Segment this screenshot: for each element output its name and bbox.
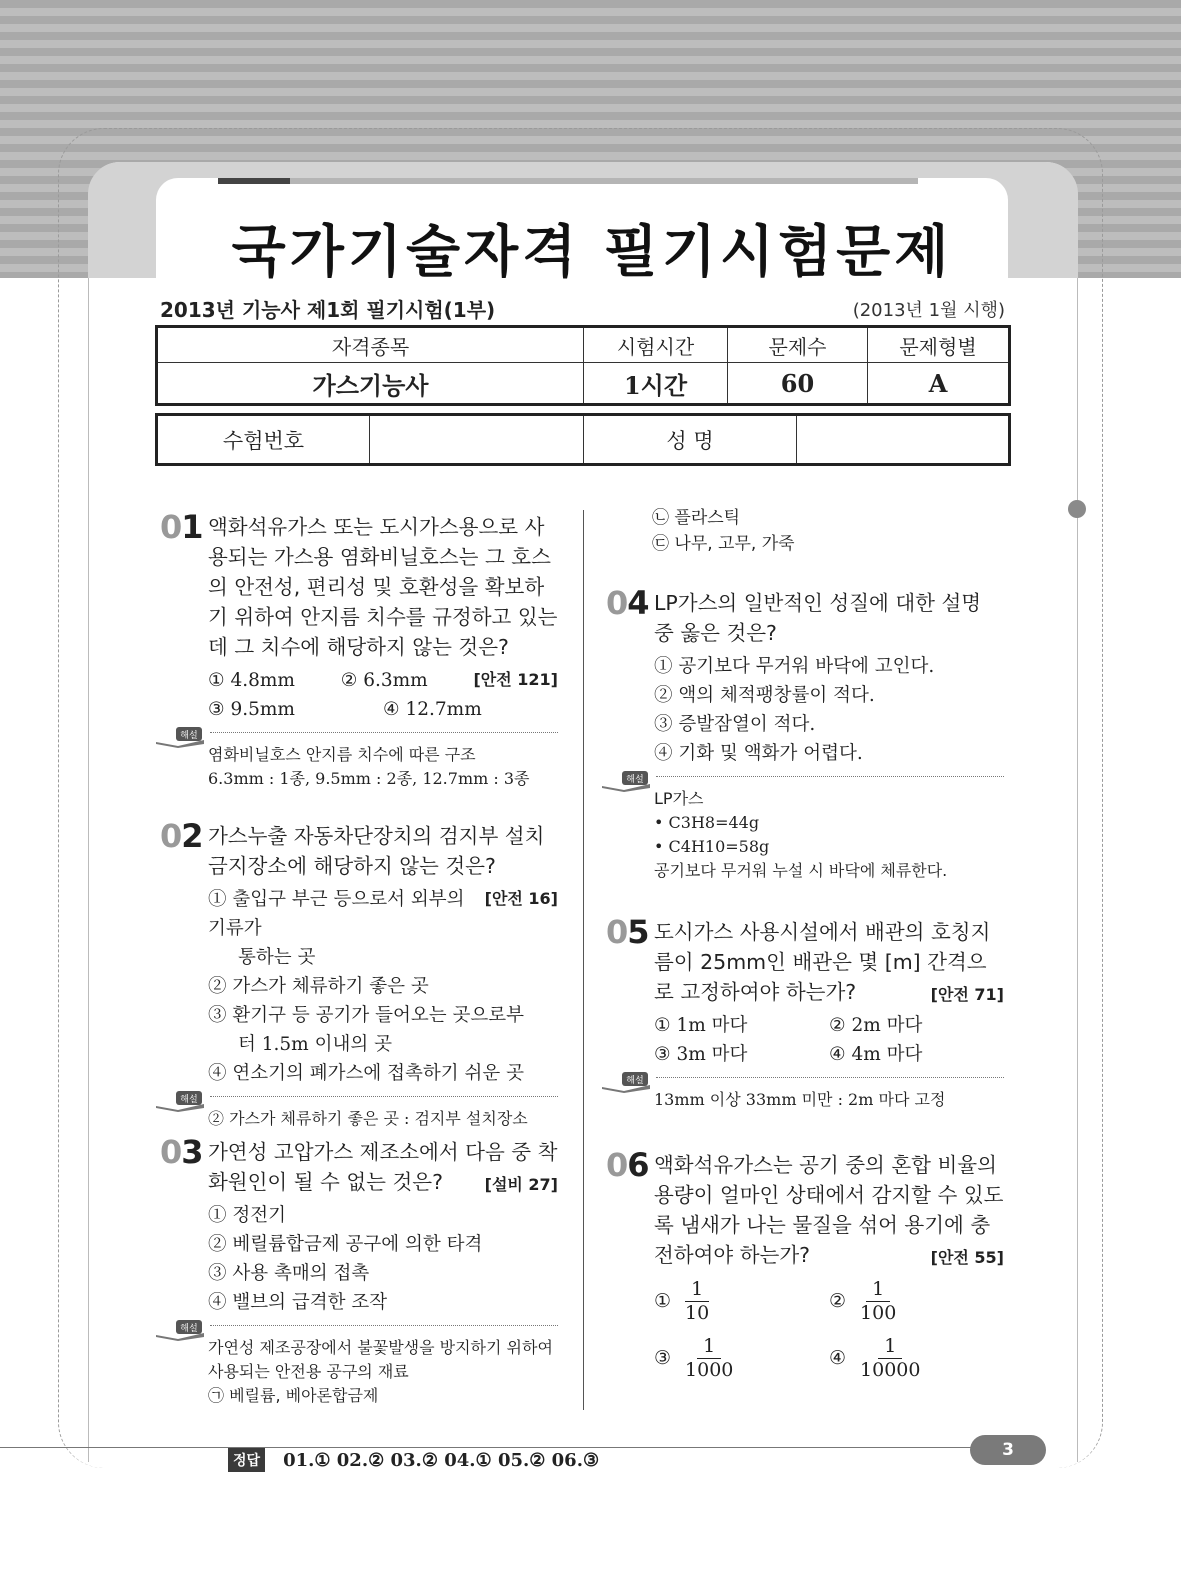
solution-body: LP가스 • C3H8=44g • C4H10=58g 공기보다 무거워 누설 시 바닥에 체류한다. — [654, 789, 948, 880]
question-number: 06 — [606, 1146, 649, 1184]
option-1[interactable]: ① 4.8mm — [208, 670, 295, 691]
exam-date: (2013년 1월 시행) — [852, 300, 1005, 321]
answer-key — [228, 1448, 599, 1472]
option-2[interactable]: ② $\frac{1}{100}$ — [829, 1278, 897, 1324]
book-icon — [600, 1071, 652, 1093]
option-3[interactable]: ③ 사용 촉매의 접촉 — [208, 1263, 370, 1284]
book-icon — [154, 1090, 206, 1112]
question-1 — [160, 508, 558, 791]
exam-number-label: 수험번호 — [157, 415, 370, 465]
book-icon — [154, 726, 206, 748]
question-text: 도시가스 사용시설에서 배관의 호칭지름이 25mm인 배관은 몇 [m] 간격으로 고정하여야 하는가? [안전 71] — [654, 917, 1004, 1007]
question-number: 01 — [160, 508, 203, 546]
solution-body: 13mm 이상 33mm 미만 : 2m 마다 고정 — [654, 1090, 946, 1109]
svg-text:해설: 해설 — [180, 1095, 198, 1105]
question-2 — [160, 817, 558, 1131]
solution-body: 가연성 제조공장에서 불꽃발생을 방지하기 위하여 사용되는 안전용 공구의 재료 ㉠ 베릴륨, 베아론합금제 — [208, 1338, 553, 1405]
question-5 — [606, 913, 1004, 1112]
option-4[interactable]: ④ 4m 마다 — [829, 1044, 923, 1065]
column-divider — [583, 510, 584, 1410]
source-tag: [안전 121] — [473, 670, 558, 689]
svg-text:해설: 해설 — [180, 1324, 198, 1334]
answer-list: 01.① 02.② 03.② 04.① 05.② 06.③ — [283, 1449, 600, 1471]
option-3[interactable]: ③ $\frac{1}{1000}$ — [654, 1335, 734, 1381]
svg-text:해설: 해설 — [626, 1076, 644, 1086]
source-tag: [안전 71] — [930, 985, 1004, 1004]
solution-continuation — [604, 505, 1002, 557]
question-4 — [606, 584, 1004, 883]
value-count: 60 — [728, 363, 868, 405]
exam-number-field[interactable] — [370, 415, 584, 465]
header-count: 문제수 — [728, 327, 868, 363]
svg-text:해설: 해설 — [180, 731, 198, 741]
solution — [606, 776, 1004, 883]
answer-label: 정답 — [228, 1448, 265, 1472]
examinee-table — [155, 413, 1011, 466]
option-1[interactable]: ① 1m 마다 — [654, 1015, 748, 1036]
book-icon — [154, 1319, 206, 1341]
solution-body-cont: ㉡ 플라스틱 ㉢ 나무, 고무, 가죽 — [652, 508, 795, 554]
source-tag: [안전 16] — [484, 889, 558, 908]
option-2[interactable]: ② 베릴륨합금제 공구에 의한 타격 — [208, 1234, 483, 1255]
options — [208, 1201, 558, 1317]
title-accent-bar-dark — [218, 178, 290, 184]
solution — [160, 732, 558, 791]
question-number: 02 — [160, 817, 203, 855]
exam-session: 2013년 기능사 제1회 필기시험(1부) — [160, 298, 496, 322]
source-tag: [안전 55] — [930, 1248, 1004, 1267]
option-3[interactable]: ③ 환기구 등 공기가 들어오는 곳으로부 — [208, 1005, 524, 1026]
svg-text:해설: 해설 — [626, 775, 644, 785]
question-text: 가스누출 자동차단장치의 검지부 설치 금지장소에 해당하지 않는 것은? [안전 16] — [208, 821, 558, 881]
option-4[interactable]: ④ $\frac{1}{10000}$ — [829, 1335, 921, 1381]
option-1[interactable]: ① 공기보다 무거워 바닥에 고인다. — [654, 656, 935, 677]
options — [654, 1278, 1004, 1382]
side-dot — [1068, 500, 1086, 518]
option-4[interactable]: ④ 기화 및 액화가 어렵다. — [654, 743, 863, 764]
question-number: 05 — [606, 913, 649, 951]
option-2[interactable]: ② 액의 체적팽창률이 적다. — [654, 685, 875, 706]
title-accent-bar — [218, 178, 918, 184]
question-text: 액화석유가스는 공기 중의 혼합 비율의 용량이 얼마인 상태에서 감지할 수 있도록 냄새가 나는 물질을 섞어 용기에 충전하여야 하는가? [안전 55] — [654, 1150, 1004, 1270]
question-text: LP가스의 일반적인 성질에 대한 설명 중 옳은 것은? — [654, 591, 982, 645]
question-number: 03 — [160, 1133, 203, 1171]
option-4[interactable]: ④ 밸브의 급격한 조작 — [208, 1292, 388, 1313]
value-subject: 가스기능사 — [157, 363, 584, 405]
option-3[interactable]: ③ 9.5mm — [208, 699, 295, 720]
header-subject: 자격종목 — [157, 327, 584, 363]
question-number: 04 — [606, 584, 649, 622]
solution — [606, 1077, 1004, 1112]
option-3[interactable]: ③ 증발잠열이 적다. — [654, 714, 816, 735]
option-1-cont: 통하는 곳 — [238, 947, 316, 968]
value-type: A — [868, 363, 1010, 405]
option-2[interactable]: ② 가스가 체류하기 좋은 곳 — [208, 976, 429, 997]
book-icon — [600, 770, 652, 792]
question-text: 액화석유가스 또는 도시가스용으로 사용되는 가스용 염화비닐호스는 그 호스의 안전성, 편리성 및 호환성을 확보하기 위하여 안지름 치수를 규정하고 있는데 그 치수에 해당하지 않는 것은? [안전 121] — [208, 512, 558, 662]
options — [208, 885, 558, 1088]
option-1[interactable]: ① 정전기 — [208, 1205, 286, 1226]
name-field[interactable] — [797, 415, 1010, 465]
option-1[interactable]: ① 출입구 부근 등으로서 외부의 기류가 — [208, 889, 465, 939]
option-4[interactable]: ④ 12.7mm — [383, 699, 482, 720]
option-2[interactable]: ② 2m 마다 — [829, 1015, 923, 1036]
page-number: 3 — [970, 1435, 1046, 1465]
value-time: 1시간 — [584, 363, 728, 405]
solution — [160, 1096, 558, 1131]
question-text: 가연성 고압가스 제조소에서 다음 중 착화원인이 될 수 없는 것은? [설비 27] — [208, 1137, 558, 1197]
header-type: 문제형별 — [868, 327, 1010, 363]
option-3-cont: 터 1.5m 이내의 곳 — [238, 1034, 392, 1055]
solution-body: ② 가스가 체류하기 좋은 곳 : 검지부 설치장소 — [208, 1109, 528, 1128]
options — [654, 652, 1004, 768]
name-label: 성 명 — [584, 415, 797, 465]
question-6 — [606, 1146, 1004, 1392]
header-time: 시험시간 — [584, 327, 728, 363]
source-tag: [설비 27] — [484, 1175, 558, 1194]
page-title: 국가기술자격 필기시험문제 — [231, 220, 953, 285]
option-2[interactable]: ② 6.3mm — [340, 670, 428, 691]
option-3[interactable]: ③ 3m 마다 — [654, 1044, 748, 1065]
option-4[interactable]: ④ 연소기의 폐가스에 접촉하기 쉬운 곳 — [208, 1063, 524, 1084]
solution — [160, 1325, 558, 1408]
exam-info-table — [155, 325, 1011, 406]
solution-body: 염화비닐호스 안지름 치수에 따른 구조 6.3mm : 1종, 9.5mm : 2종, 12.7mm : 3종 — [208, 745, 530, 788]
option-1[interactable]: ① $\frac{1}{10}$ — [654, 1278, 710, 1324]
options — [654, 1011, 1004, 1069]
question-3 — [160, 1133, 558, 1408]
